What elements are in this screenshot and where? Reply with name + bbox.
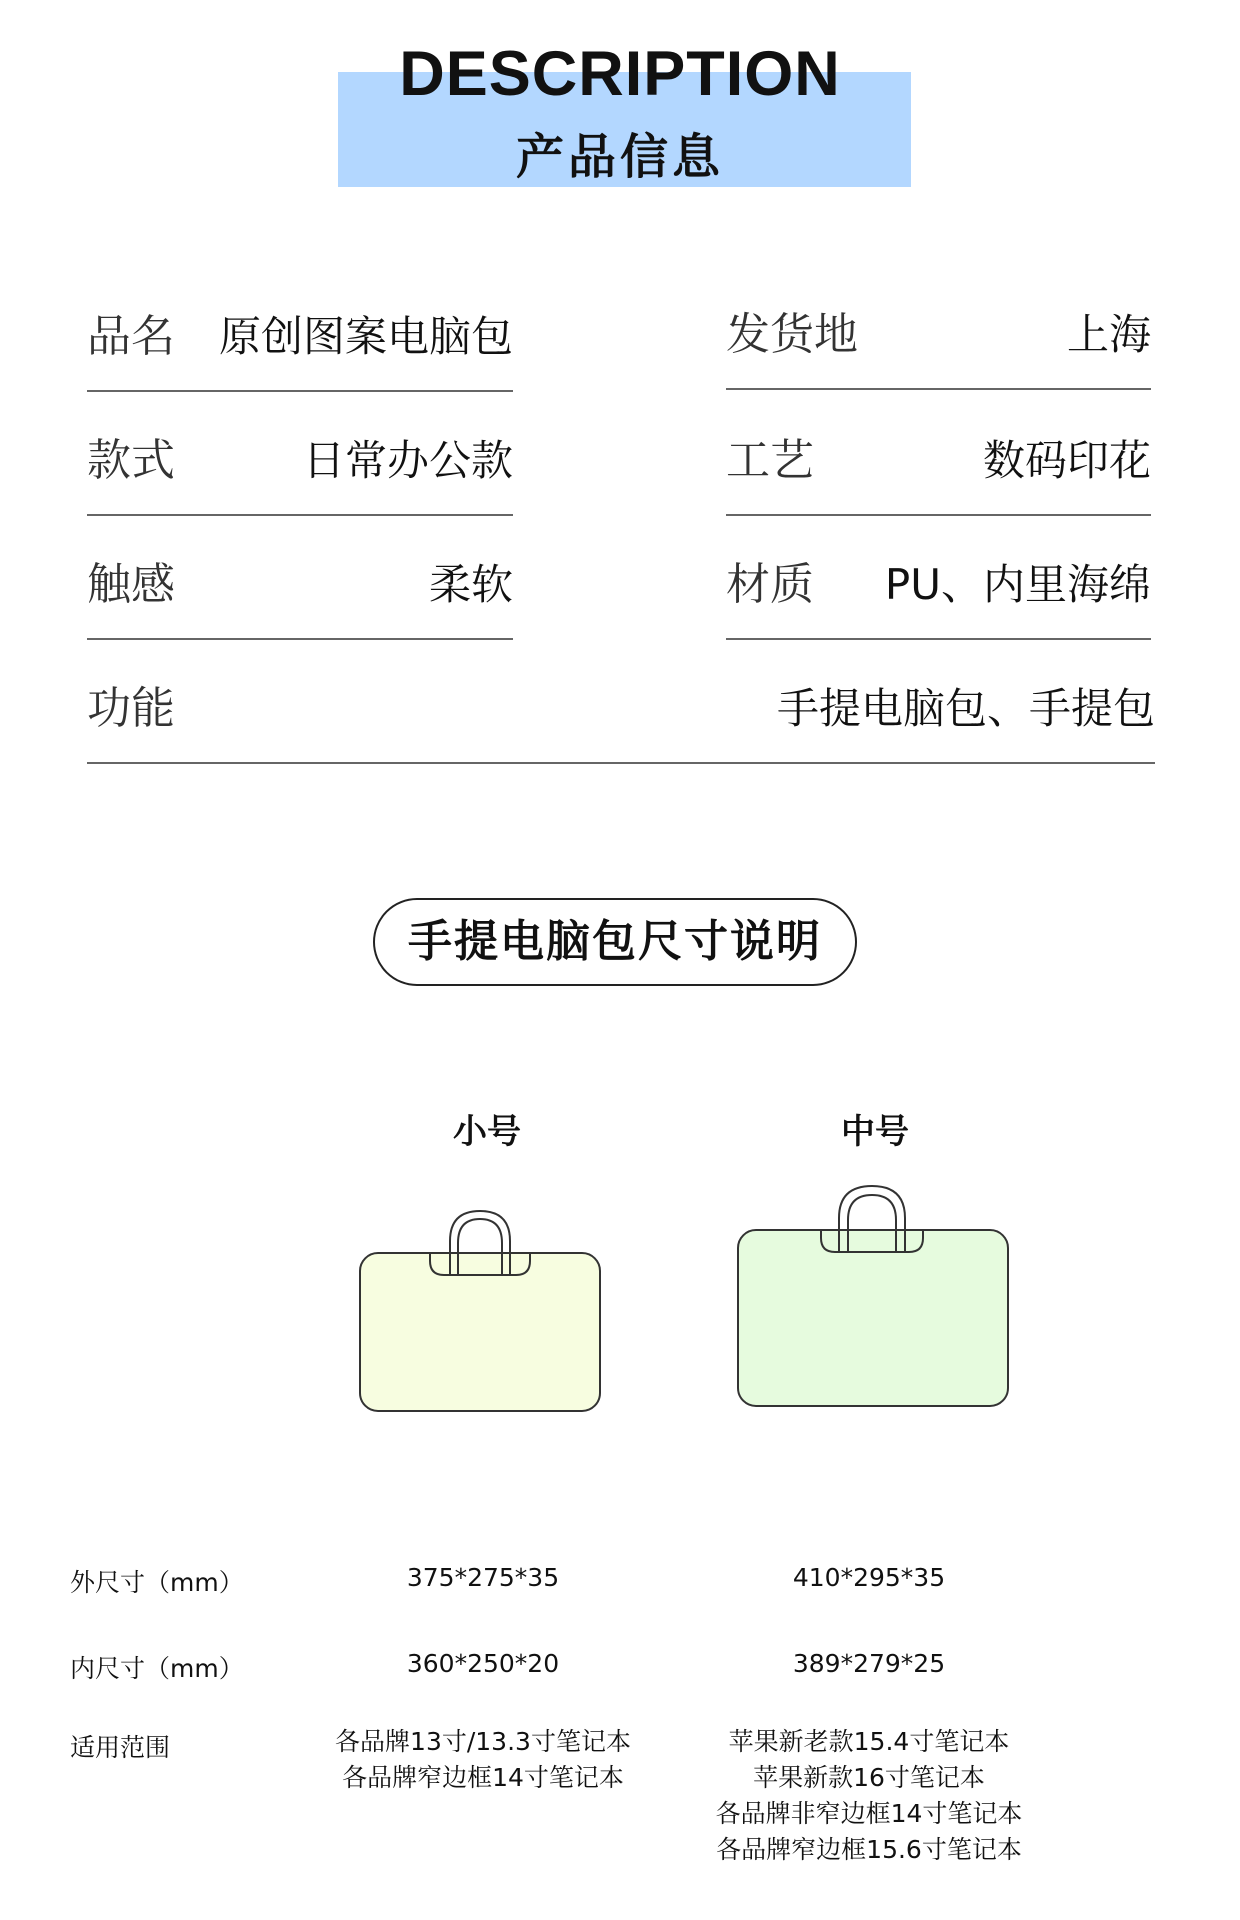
info-row-feel: [87, 516, 513, 640]
info-label-material: 材质: [726, 559, 814, 610]
spec-fit-medium-line: 各品牌非窄边框14寸笔记本: [715, 1799, 1023, 1828]
spec-fit-medium: [704, 1724, 1034, 1868]
spec-fit-medium-line: 苹果新老款15.4寸笔记本: [728, 1727, 1010, 1756]
spec-fit-medium-line: 各品牌窄边框15.6寸笔记本: [716, 1835, 1022, 1864]
info-row-function: [87, 640, 1155, 764]
spec-fit-medium-line: 苹果新款16寸笔记本: [753, 1763, 985, 1792]
size-label-small: 小号: [453, 1112, 521, 1152]
size-section-title: 手提电脑包尺寸说明: [373, 898, 857, 986]
spec-fit-small: [318, 1724, 648, 1796]
medium-bag-icon: [733, 1180, 1013, 1412]
info-value-function: 手提电脑包、手提包: [776, 684, 1155, 733]
info-row-style: [87, 392, 513, 516]
info-label-origin: 发货地: [726, 309, 858, 360]
spec-fit-small-line: 各品牌13寸/13.3寸笔记本: [335, 1727, 631, 1756]
info-value-feel: 柔软: [428, 560, 513, 609]
info-label-name: 品名: [87, 311, 175, 362]
small-bag-body: [360, 1253, 600, 1411]
info-label-craft: 工艺: [726, 435, 814, 486]
info-row-material: [726, 516, 1151, 640]
spec-outer-medium: 410*295*35: [792, 1563, 946, 1592]
size-label-medium: 中号: [841, 1112, 909, 1152]
spec-fit-small-line: 各品牌窄边框14寸笔记本: [342, 1763, 624, 1792]
info-value-origin: 上海: [1066, 310, 1151, 359]
info-label-feel: 触感: [87, 559, 175, 610]
info-label-style: 款式: [87, 435, 175, 486]
spec-inner-small: 360*250*20: [406, 1649, 560, 1678]
spec-label-outer: 外尺寸（mm）: [70, 1568, 244, 1597]
info-label-function: 功能: [87, 683, 175, 734]
spec-outer-small: 375*275*35: [406, 1563, 560, 1592]
info-value-craft: 数码印花: [982, 436, 1151, 485]
spec-inner-medium: 389*279*25: [792, 1649, 946, 1678]
spec-label-fit: 适用范围: [70, 1733, 171, 1762]
info-value-name: 原创图案电脑包: [218, 312, 513, 361]
header-title-cn: 产品信息: [515, 129, 724, 185]
info-value-material: PU、内里海绵: [884, 560, 1151, 609]
info-row-name: [87, 268, 513, 392]
medium-bag-body: [738, 1230, 1008, 1406]
small-bag-icon: [355, 1205, 615, 1415]
info-value-style: 日常办公款: [302, 436, 513, 485]
info-row-origin: [726, 266, 1151, 390]
header-title-en: DESCRIPTION: [399, 39, 841, 109]
spec-label-inner: 内尺寸（mm）: [70, 1654, 244, 1683]
info-row-craft: [726, 392, 1151, 516]
